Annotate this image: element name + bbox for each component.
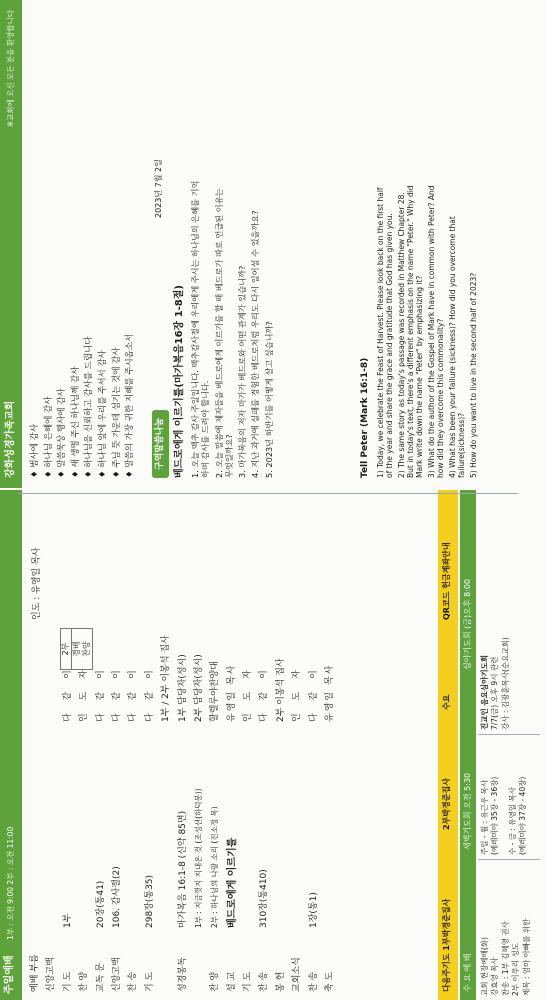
leaders-row: 경배 — [72, 641, 81, 657]
next-wed: 수요 — [442, 694, 451, 710]
order-person: 유영일 목사 — [226, 663, 237, 722]
order-label: 봉 헌 — [275, 971, 286, 992]
next-prayer-2: 2부박경준집사 — [442, 778, 451, 830]
wed-line: 교회 현장예배(화) — [480, 937, 489, 996]
order-label: 기 도 — [62, 971, 73, 992]
order-row — [227, 632, 243, 992]
order-person: 2부 이봉석 집사 — [275, 658, 286, 722]
order-label: 교회소식 — [292, 957, 303, 992]
next-prayer: 다음주기도 1부박경준집사 — [442, 898, 451, 992]
order-row — [194, 632, 210, 992]
order-row — [46, 632, 62, 992]
order-label: 기 도 — [144, 971, 155, 992]
order-row — [112, 632, 128, 992]
wed-line: 강효영 목사 — [490, 957, 500, 996]
english-question: 5) How do you want to live in the second half of 2023? — [469, 272, 478, 478]
leaders-header: 2부 — [61, 629, 72, 669]
prayer-item: ♦ 범사에 감사 — [30, 423, 40, 478]
service-bar — [0, 490, 22, 1000]
order-person: 1부 / 2부 이봉석 집사 — [161, 635, 172, 722]
order-label: 찬 송 — [259, 971, 270, 992]
order-label: 찬 양 — [210, 971, 221, 992]
order-person: 다 같 이 — [111, 665, 122, 722]
english-question: 4) What has been your failure (sickness)? How did you overcome that failure(sickness)? — [448, 216, 466, 478]
order-row — [30, 632, 46, 992]
night-prayer: 심야기도회 (금)오후 8:00 — [463, 578, 472, 670]
order-label: 성경봉독 — [177, 957, 188, 992]
order-row — [128, 632, 144, 992]
weekday-bar — [460, 490, 476, 1000]
service-title: 주일예배 — [4, 955, 15, 994]
order-person: 인 도 자 — [292, 665, 303, 722]
english-title: Tell Peter (Mark 16:1-8) — [360, 357, 370, 478]
order-label: 설 교 — [226, 971, 237, 992]
order-row — [79, 632, 95, 992]
wed-line: 7/7(금) 오후 9시 관련 — [490, 656, 500, 730]
leaders-row: 찬양 — [82, 641, 91, 657]
order-label: 찬 송 — [308, 971, 319, 992]
prayer-item: ♦ 말씀묵상 행사에 감사 — [57, 388, 68, 478]
order-row — [243, 632, 259, 992]
order-row — [276, 632, 292, 992]
english-question: 1) Today, we celebrate the Feast of Harvest. Please look back on the first half of the year and share the grace and gratitude that God has given you. — [376, 187, 394, 478]
order-person: 할렐루야찬양대 — [210, 661, 221, 722]
order-label: 기 도 — [243, 971, 254, 992]
order-label: 신앙고백 — [46, 957, 57, 992]
order-row — [178, 632, 194, 992]
order-value: 298장(통35) — [144, 874, 155, 928]
english-question: 2) The same story as today's passage was recorded in Matthew Chapter 28. But in today's text, there's a different emphasis on the name "Peter." Why did Mark write down the name "Peter" by emphasizing it? — [397, 185, 424, 478]
order-value: 마가복음 16:1-8 (신약 85면) — [177, 810, 188, 928]
worship-order-panel — [0, 490, 545, 1000]
order-person: 다 같 이 — [128, 665, 139, 722]
order-value: 2부 : 하나님의 나팔 소리 (진소정 목) — [210, 806, 220, 928]
panel-note: ※교회에 오신 모든 분을 환영합니다 — [6, 10, 15, 128]
order-row — [292, 632, 308, 992]
order-row — [309, 632, 325, 992]
order-person: 유영일 목사 — [325, 663, 336, 722]
order-value: 1부 : 지금껏지 지내온 것 (조성선(하덕봉)) — [193, 788, 203, 928]
order-person: 1부 담당자(성시) — [177, 654, 188, 722]
order-label: 찬 송 — [128, 971, 139, 992]
panel-title: 강화성경가족교회 — [5, 400, 16, 478]
order-row — [325, 632, 341, 992]
fold-divider — [18, 493, 518, 494]
weekday-grid — [478, 490, 540, 1000]
wed-line: 주일 - 월 : 유근우 목사 — [480, 779, 489, 855]
order-value: 106. 감사절(2) — [111, 866, 122, 928]
panel-header — [0, 0, 22, 488]
qt-question: 4. 지난 과거에 실패를 경험한 베드로처럼 우리도 다시 일어설 수 있을까요? — [250, 210, 261, 478]
order-row — [161, 632, 177, 992]
prayer-item: ♦ 말씀의 가장 귀한 지혜를 주시옵소서 — [125, 333, 136, 478]
order-label: 찬 양 — [79, 971, 90, 992]
wed-line: 2부 이루리 성도 — [511, 942, 521, 996]
qt-questions — [190, 178, 277, 478]
order-label: 예배 부름 — [30, 954, 40, 992]
wed-line: 진교인 음요심야기도회 — [480, 654, 489, 730]
order-person: 다 같 이 — [308, 665, 319, 722]
service-times: 1부 : 오전 9:00 2부 : 오전 11:00 — [6, 826, 15, 940]
prayer-item: ♦ 하나님 은혜에 감사 — [43, 396, 54, 478]
order-person: 인 도 자 — [79, 665, 90, 722]
qr-info: QR코드 헌금계좌안내 — [442, 542, 451, 620]
order-person: 다 같 이 — [62, 665, 73, 722]
order-value: 310장(통410) — [259, 869, 270, 928]
qt-question: 2. 오늘 말씀에 제자들을 베드로에게 이르기를 할 때 베드로가 따로 언급된 이유는 무엇일까요? — [213, 188, 234, 478]
wed-col — [478, 735, 540, 860]
wed-line: (예레미야 37장 - 40장) — [518, 776, 528, 855]
order-label: 교독 문 — [95, 963, 106, 992]
order-value: 1장(통1) — [308, 892, 319, 928]
qt-question: 5. 2023년 하반기를 어떻게 살고 싶습니까? — [263, 321, 274, 478]
wed-line: 수 - 금 : 유영일 목사 — [507, 787, 517, 855]
qt-badge: 구역말씀나눔 — [152, 410, 169, 478]
order-label: 축 도 — [325, 971, 336, 992]
prayer-item: ♦ 주님 뜻 가운데 섬기는 것에 감사 — [111, 347, 122, 478]
order-row — [210, 632, 226, 992]
wed-line: 찬송 : 1부 김혜영 권사 — [500, 921, 510, 996]
order-person: 인 도 자 — [243, 665, 254, 722]
order-person: 다 같 이 — [144, 665, 155, 722]
leaders-box — [60, 628, 93, 670]
preacher-label: 인도 : 유영일 목사 — [32, 547, 42, 620]
wed-line: 강사 : 김광훈목사(순요교회) — [500, 637, 510, 730]
wed-line: (예레미야 35장 - 36장) — [490, 776, 500, 855]
wed-col — [478, 490, 540, 735]
english-questions — [376, 178, 481, 478]
order-row — [145, 632, 161, 992]
qt-question: 3. 마가복음의 저자 마가가 베드로와 어떤 관계가 있습니까? — [237, 265, 247, 478]
order-row — [259, 632, 275, 992]
wed-title: 수 요 예 배 — [463, 953, 472, 992]
order-person: 다 같 이 — [259, 665, 270, 722]
thanksgiving-panel — [0, 0, 545, 488]
order-row — [63, 632, 79, 992]
qt-title: 베드로에게 이르기를(마가복음16장 1-8절) — [174, 285, 185, 478]
wed-line: 제목 : 엄마 아빠를 위한 — [521, 918, 531, 996]
english-question: 3) What do the author of the Gospel of Mark have in common with Peter? And how did they overcome this commonality? — [427, 185, 445, 478]
order-label: 신앙고백 — [111, 957, 122, 992]
dawn-prayer: 새벽기도회 오전 5:30 — [463, 772, 472, 850]
sermon-title: 베드로에게 이르기를 — [226, 837, 238, 928]
prayer-item: ♦ 하나님을 신뢰하고 감사를 드립니다 — [84, 336, 95, 478]
qt-date: 2023년 7월 2일 — [154, 159, 163, 218]
order-value: 1부 — [62, 913, 73, 928]
order-person: 다 같 이 — [95, 665, 106, 722]
order-row — [96, 632, 112, 992]
wed-col — [478, 860, 540, 1000]
qt-question: 1. 오늘 맥추 감사 주일입니다. 맥추감사절에 우리에게 주시는 하나님의 은혜를 기억하며 감사를 드려야 합니다. — [190, 180, 211, 478]
order-value: 20장(통41) — [95, 880, 106, 928]
prayer-list — [30, 178, 139, 478]
next-week-bar — [438, 490, 458, 1000]
order-person: 2부 담당자(성시) — [193, 654, 204, 722]
prayer-item: ♦ 새 생명 주신 하나님께 감사 — [70, 366, 81, 478]
prayer-item: ♦ 하나님 앞에 우리를 주셔서 감사 — [97, 350, 108, 478]
worship-order — [30, 632, 341, 992]
